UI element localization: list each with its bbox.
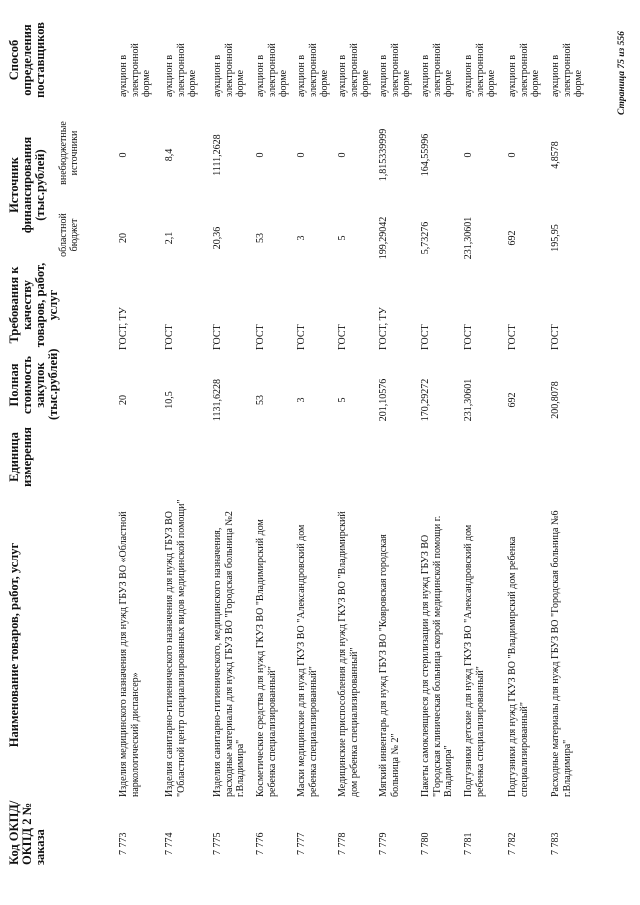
- row-requirements: ГОСТ: [420, 324, 431, 350]
- row-name: Изделия санитарно-гигиенического назначения для нужд ГБУЗ ВО "Областной центр специализированных видов медицинской помощи": [164, 499, 187, 797]
- row-other: 4,8578: [550, 141, 561, 169]
- row-regional: 53: [255, 233, 266, 243]
- row-requirements: ГОСТ: [507, 324, 518, 350]
- row-requirements: ГОСТ: [212, 324, 223, 350]
- header-unit: Единица измерения: [7, 427, 34, 487]
- row-regional: 20: [118, 233, 129, 243]
- row-other: 8,4: [164, 148, 175, 162]
- row-method: аукцион в электронной форме: [550, 43, 584, 97]
- row-name: Мягкий инвентарь для нужд ГБУЗ ВО "Ковровская городская больница № 2": [378, 534, 401, 797]
- header-funding-regional: областной бюджет: [58, 213, 80, 257]
- row-cost: 200,8078: [550, 381, 561, 419]
- row-name: Медицинские приспособления для нужд ГКУЗ ВО "Владимирский дом ребенка специализированный": [337, 511, 360, 797]
- row-other: 0: [463, 152, 474, 158]
- row-code: 7 773: [118, 832, 129, 855]
- row-method: аукцион в электронной форме: [296, 43, 330, 97]
- row-cost: 231,30601: [463, 378, 474, 422]
- row-name: Изделия санитарно-гигиенического, медицинского назначения, расходные материалы для нужд ГБУЗ ВО "Городская больница №2 г.Владимира": [212, 511, 246, 797]
- row-name: Пакеты самоклеящиеся для стерилизации для нужд ГБУЗ ВО "Городская клиническая больница скорой медицинской помощи г. Владимира": [420, 515, 454, 797]
- row-code: 7 776: [255, 832, 266, 855]
- row-method: аукцион в электронной форме: [507, 43, 541, 97]
- row-cost: 1131,6228: [212, 378, 223, 422]
- row-cost: 3: [296, 397, 307, 403]
- row-name: Подгузники детские для нужд ГКУЗ ВО "Александровский дом ребенка специализированный": [463, 524, 486, 797]
- header-name: Наименование товаров, работ, услуг: [7, 542, 21, 748]
- row-other: 0: [507, 152, 518, 158]
- row-requirements: ГОСТ: [337, 324, 348, 350]
- row-code: 7 779: [378, 832, 389, 855]
- row-name: Расходные материалы для нужд ГБУЗ ВО "Городская больница №6 г.Владимира": [550, 510, 573, 797]
- row-code: 7 781: [463, 832, 474, 855]
- row-cost: 20: [118, 395, 129, 405]
- row-requirements: ГОСТ: [296, 324, 307, 350]
- row-method: аукцион в электронной форме: [212, 43, 246, 97]
- row-code: 7 778: [337, 832, 348, 855]
- row-method: аукцион в электронной форме: [164, 43, 198, 97]
- row-other: 0: [337, 152, 348, 158]
- row-requirements: ГОСТ: [463, 324, 474, 350]
- row-code: 7 780: [420, 832, 431, 855]
- row-other: 0: [118, 152, 129, 158]
- row-other: 0: [255, 152, 266, 158]
- row-cost: 170,29272: [420, 378, 431, 422]
- row-cost: 201,10576: [378, 378, 389, 422]
- row-method: аукцион в электронной форме: [337, 43, 371, 97]
- header-method: Способ определения поставщиков: [7, 22, 47, 98]
- row-other: 164,55996: [420, 133, 431, 177]
- row-requirements: ГОСТ, ТУ: [378, 307, 389, 350]
- row-cost: 10,5: [164, 391, 175, 409]
- row-other: 0: [296, 152, 307, 158]
- row-name: Косметические средства для нужд ГКУЗ ВО "Владимирский дом ребенка специализированный": [255, 519, 278, 797]
- row-regional: 199,29042: [378, 216, 389, 260]
- row-code: 7 777: [296, 832, 307, 855]
- row-regional: 5: [337, 235, 348, 241]
- header-code: Код ОКПД/ ОКПД 2 № заказа: [7, 800, 47, 865]
- row-code: 7 775: [212, 832, 223, 855]
- row-code: 7 782: [507, 832, 518, 855]
- row-name: Маски медицинские для нужд ГКУЗ ВО "Александровский дом ребенка специализированный": [296, 524, 319, 797]
- row-method: аукцион в электронной форме: [255, 43, 289, 97]
- row-cost: 5: [337, 397, 348, 403]
- row-requirements: ГОСТ: [164, 324, 175, 350]
- header-funding: Источник финансирования (тыс.рублей): [7, 136, 47, 234]
- row-method: аукцион в электронной форме: [463, 43, 497, 97]
- header-requirements: Требования к качеству товаров, работ, услуг: [7, 262, 60, 348]
- row-code: 7 783: [550, 832, 561, 855]
- row-other: 1,815339999: [378, 128, 389, 182]
- row-cost: 53: [255, 395, 266, 405]
- row-requirements: ГОСТ: [255, 324, 266, 350]
- row-method: аукцион в электронной форме: [420, 43, 454, 97]
- row-code: 7 774: [164, 832, 175, 855]
- page-number: Страница 75 из 556: [617, 31, 627, 115]
- row-requirements: ГОСТ: [550, 324, 561, 350]
- row-method: аукцион в электронной форме: [378, 43, 412, 97]
- row-cost: 692: [507, 392, 518, 408]
- row-name: Подгузники для нужд ГКУЗ ВО "Владимирский дом ребенка специализированный": [507, 536, 530, 797]
- row-regional: 231,30601: [463, 216, 474, 260]
- row-method: аукцион в электронной форме: [118, 43, 152, 97]
- row-regional: 3: [296, 235, 307, 241]
- row-regional: 5,73276: [420, 221, 431, 255]
- row-regional: 20,36: [212, 226, 223, 250]
- row-requirements: ГОСТ, ТУ: [118, 307, 129, 350]
- row-regional: 195,95: [550, 224, 561, 252]
- row-regional: 692: [507, 230, 518, 246]
- row-regional: 2,1: [164, 231, 175, 245]
- row-other: 1111,2628: [212, 134, 223, 176]
- header-cost: Полная стоимость закупок (тыс.рублей): [7, 348, 60, 420]
- header-funding-other: внебюджетные источники: [58, 121, 80, 185]
- row-name: Изделия медицинского назначения для нужд ГБУЗ ВО «Областной наркологический диспансер»: [118, 511, 141, 797]
